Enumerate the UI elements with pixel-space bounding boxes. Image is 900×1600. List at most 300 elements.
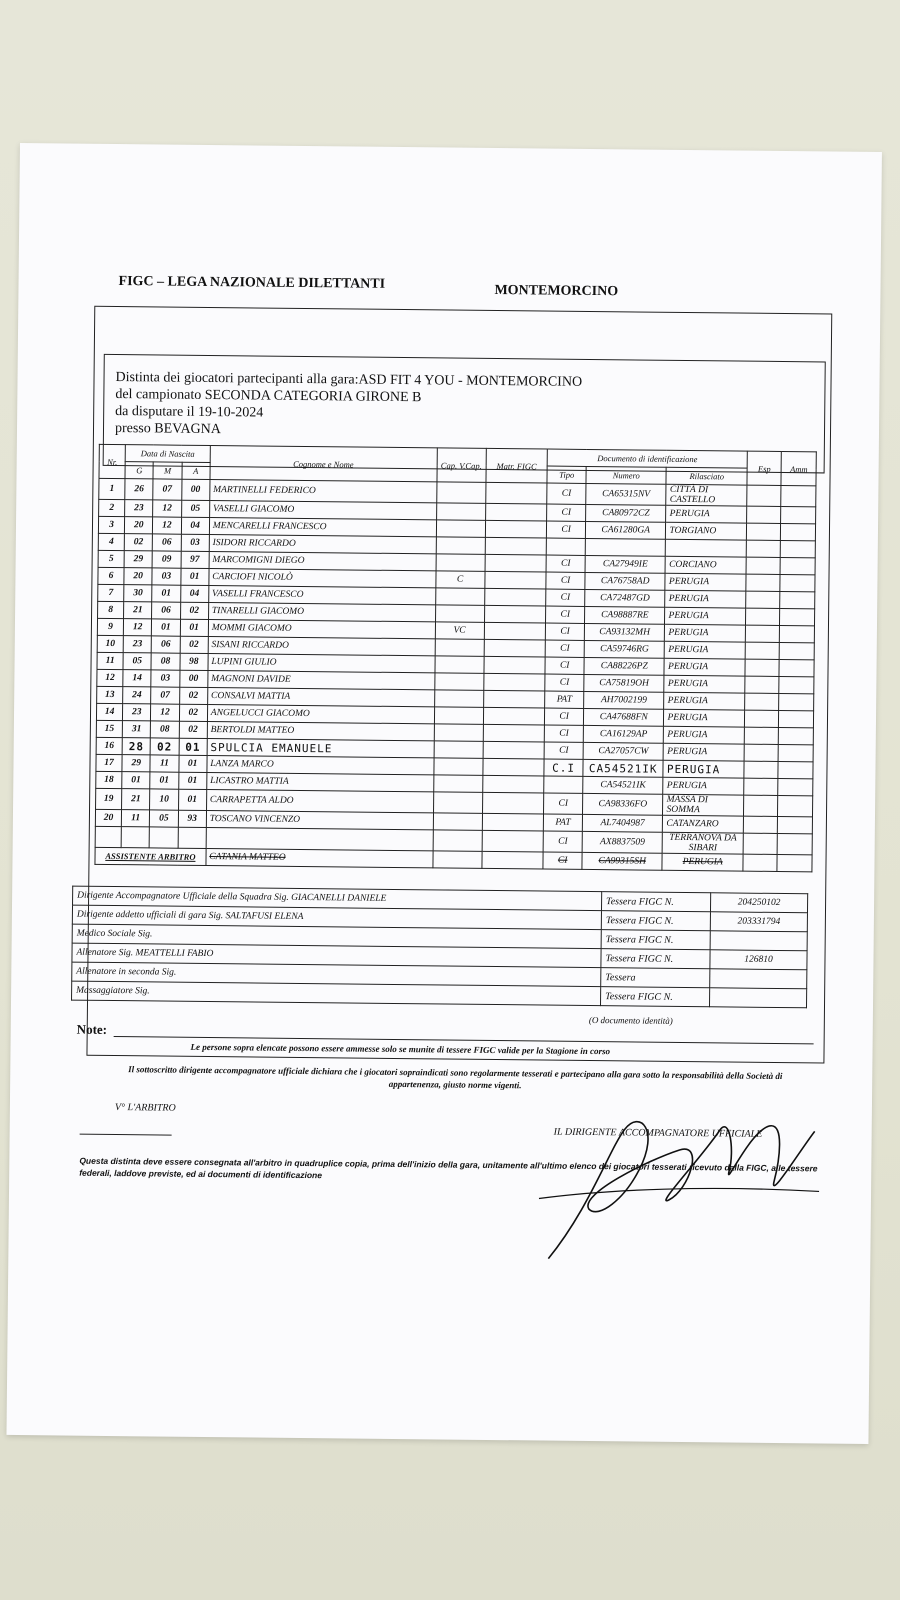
captain-mark xyxy=(434,690,483,708)
doc-number: CA61280GA xyxy=(585,521,666,539)
esp-cell xyxy=(744,778,779,795)
esp-cell xyxy=(745,642,780,659)
player-name: MAGNONI DAVIDE xyxy=(208,670,435,689)
matr-cell xyxy=(483,741,545,759)
match-venue: presso BEVAGNA xyxy=(114,421,222,438)
staff-card-number xyxy=(710,969,807,989)
player-nr: 7 xyxy=(98,584,124,601)
doc-type: CI xyxy=(547,504,586,521)
player-name: CONSALVI MATTIA xyxy=(207,687,434,706)
captain-mark xyxy=(436,554,485,572)
birth-month: 03 xyxy=(151,670,179,687)
doc-number: CA59746RG xyxy=(584,640,665,658)
amm-cell xyxy=(778,795,813,816)
staff-card-number: 204250102 xyxy=(710,893,807,913)
birth-day: 11 xyxy=(121,810,149,827)
doc-number: AH7002199 xyxy=(584,691,665,709)
amm-cell xyxy=(779,676,814,693)
birth-month: 05 xyxy=(150,810,178,827)
doc-issuer: TORGIANO xyxy=(666,522,747,540)
birth-day: 30 xyxy=(124,585,152,602)
esp-cell xyxy=(746,523,781,540)
doc-number: CA54521IK xyxy=(583,776,664,794)
birth-day: 23 xyxy=(125,500,153,517)
doc-type: CI xyxy=(543,852,582,869)
doc-type: CI xyxy=(545,657,584,674)
empty xyxy=(178,827,206,848)
birth-day: 14 xyxy=(123,670,151,687)
player-name: TINARELLI GIACOMO xyxy=(208,602,435,621)
player-name: ISIDORI RICCARDO xyxy=(209,535,436,554)
birth-year: 01 xyxy=(179,738,207,755)
esp-cell xyxy=(746,557,781,574)
player-name: MENCARELLI FRANCESCO xyxy=(209,518,436,537)
birth-year: 97 xyxy=(181,551,209,568)
amm-cell xyxy=(779,659,814,676)
declaration: Il sottoscritto dirigente accompagnatore ufficiale dichiara che i giocatori sopraindicati sono regolarmente tesserati e partecipano alla gara sotto la responsabilità della Società di appartenenza, giusto norme vigenti. xyxy=(128,1064,783,1091)
doc-number: CA27949IE xyxy=(585,555,666,573)
col-rilasciato: Rilasciato xyxy=(666,467,747,485)
captain-mark xyxy=(434,707,483,725)
referee-signature-line xyxy=(80,1134,172,1136)
player-nr: 6 xyxy=(98,567,124,584)
col-amm: Amm xyxy=(781,451,816,485)
col-a: A xyxy=(182,462,210,479)
manager-label: IL DIRIGENTE ACCOMPAGNATORE UFFICIALE xyxy=(553,1126,763,1140)
staff-body xyxy=(72,886,808,1008)
esp-cell xyxy=(743,816,778,833)
birth-month: 06 xyxy=(152,636,180,653)
player-nr: 17 xyxy=(96,754,122,771)
amm-cell xyxy=(779,744,814,761)
birth-year: 01 xyxy=(180,568,208,585)
birth-day: 21 xyxy=(122,789,150,810)
doc-number: CA88226PZ xyxy=(584,657,665,675)
doc-type: CI xyxy=(545,708,584,725)
note-label: Note: xyxy=(76,1021,108,1037)
empty xyxy=(149,827,177,848)
esp-cell xyxy=(745,659,780,676)
birth-month: 06 xyxy=(153,534,181,551)
matr-cell xyxy=(484,639,546,657)
doc-number: CA27057CW xyxy=(583,742,664,760)
birth-day: 24 xyxy=(123,687,151,704)
birth-year: 04 xyxy=(181,517,209,534)
matr-cell xyxy=(485,571,547,589)
captain-mark xyxy=(435,639,484,657)
player-nr: 11 xyxy=(97,652,123,669)
birth-day: 21 xyxy=(124,602,152,619)
col-matr: Matr. FIGC xyxy=(486,448,548,483)
player-name: CARRAPETTA ALDO xyxy=(206,789,433,812)
staff-role: Allenatore in seconda Sig. xyxy=(72,962,601,987)
col-doc: Documento di identificazione xyxy=(547,449,747,468)
doc-issuer: PERUGIA xyxy=(662,853,743,871)
player-name: SPULCIA EMANUELE xyxy=(207,738,434,757)
esp-cell xyxy=(745,693,780,710)
empty xyxy=(433,830,482,852)
doc-type: CI xyxy=(546,589,585,606)
match-info xyxy=(115,369,582,442)
doc-type: CI xyxy=(545,640,584,657)
player-name: VASELLI FRANCESCO xyxy=(208,585,435,604)
col-name: Cognome e Nome xyxy=(210,446,437,482)
player-nr: 16 xyxy=(96,737,122,754)
doc-number: CA65315NV xyxy=(586,483,667,505)
staff-table xyxy=(71,886,808,1009)
birth-day: 23 xyxy=(123,636,151,653)
birth-year: 03 xyxy=(181,534,209,551)
captain-mark xyxy=(435,605,484,623)
staff-role: Allenatore Sig. MEATTELLI FABIO xyxy=(72,943,601,968)
doc-issuer: PERUGIA xyxy=(665,590,746,608)
player-nr: 19 xyxy=(96,788,122,809)
doc-issuer: PERUGIA xyxy=(665,573,746,591)
doc-number: CA99315SH xyxy=(582,852,663,870)
birth-day: 02 xyxy=(124,534,152,551)
empty xyxy=(121,827,149,848)
doc-number: CA47688FN xyxy=(583,708,664,726)
birth-month: 06 xyxy=(152,602,180,619)
doc-issuer: PERUGIA xyxy=(665,624,746,642)
esp-cell xyxy=(745,676,780,693)
doc-issuer: TERRANOVA DA SIBARI xyxy=(663,832,744,854)
doc-number: CA80972CZ xyxy=(586,504,667,522)
doc-issuer: PERUGIA xyxy=(664,658,745,676)
amm-cell xyxy=(780,574,815,591)
doc-issuer: PERUGIA xyxy=(664,726,745,744)
captain-mark xyxy=(436,537,485,555)
staff-card-label: Tessera FIGC N. xyxy=(601,911,710,931)
captain-mark xyxy=(434,673,483,691)
birth-day: 29 xyxy=(122,755,150,772)
team-header: MONTEMORCINO xyxy=(494,282,619,300)
col-m: M xyxy=(153,462,181,479)
staff-card-number: 126810 xyxy=(710,950,807,970)
birth-month: 01 xyxy=(150,772,178,789)
col-birth: Data di Nascita xyxy=(125,445,210,463)
doc-issuer: PERUGIA xyxy=(664,692,745,710)
player-nr: 8 xyxy=(98,601,124,618)
player-name: LANZA MARCO xyxy=(207,755,434,774)
birth-day: 28 xyxy=(122,738,150,755)
doc-issuer: PERUGIA xyxy=(666,505,747,523)
matr-cell xyxy=(483,758,545,776)
birth-year: 02 xyxy=(180,636,208,653)
amm-cell xyxy=(781,540,816,557)
doc-type: CI xyxy=(546,572,585,589)
birth-month: 12 xyxy=(153,500,181,517)
birth-month: 12 xyxy=(153,517,181,534)
doc-issuer: CORCIANO xyxy=(666,556,747,574)
amm-cell xyxy=(780,608,815,625)
esp-cell xyxy=(743,795,778,816)
player-nr: 10 xyxy=(97,635,123,652)
col-tipo: Tipo xyxy=(547,466,586,483)
birth-day: 23 xyxy=(123,704,151,721)
doc-number: AX8837509 xyxy=(582,831,663,853)
birth-month: 07 xyxy=(153,479,181,500)
amm-cell xyxy=(780,557,815,574)
amm-cell xyxy=(778,778,813,795)
birth-day: 05 xyxy=(123,653,151,670)
birth-month: 10 xyxy=(150,789,178,810)
birth-year: 00 xyxy=(179,670,207,687)
doc-issuer: PERUGIA xyxy=(664,709,745,727)
esp-cell xyxy=(744,727,779,744)
captain-mark xyxy=(436,503,485,521)
doc-number: CA76758AD xyxy=(585,572,666,590)
birth-month: 08 xyxy=(151,653,179,670)
matr-cell xyxy=(485,554,547,572)
esp-cell xyxy=(746,574,781,591)
birth-year: 98 xyxy=(180,653,208,670)
assistant-label: ASSISTENTE ARBITRO xyxy=(95,847,206,865)
signature-icon xyxy=(528,1088,830,1271)
doc-issuer: CITTÀ DI CASTELLO xyxy=(666,484,747,506)
staff-role: Medico Sociale Sig. xyxy=(72,924,601,949)
player-nr: 12 xyxy=(97,669,123,686)
amm-cell xyxy=(778,761,813,778)
player-nr: 2 xyxy=(99,499,125,516)
match-title: Distinta dei giocatori partecipanti alla gara:ASD FIT 4 YOU - MONTEMORCINO xyxy=(115,370,583,390)
doc-note: (O documento identità) xyxy=(588,1015,673,1026)
birth-year: 01 xyxy=(178,772,206,789)
doc-type xyxy=(544,776,583,793)
player-name: ANGELUCCI GIACOMO xyxy=(207,704,434,723)
player-name: SISANI RICCARDO xyxy=(208,636,435,655)
esp-cell xyxy=(744,710,779,727)
matr-cell xyxy=(483,690,545,708)
birth-month: 07 xyxy=(151,687,179,704)
doc-type: CI xyxy=(547,521,586,538)
esp-cell xyxy=(744,744,779,761)
matr-cell xyxy=(484,656,546,674)
matr-cell xyxy=(482,792,544,814)
doc-number: CA75819OH xyxy=(584,674,665,692)
player-nr: 15 xyxy=(96,720,122,737)
matr-cell xyxy=(483,724,545,742)
birth-day: 26 xyxy=(125,479,153,500)
staff-role: Dirigente Accompagnatore Ufficiale della Squadra Sig. GIACANELLI DANIELE xyxy=(73,886,602,911)
player-name: LICASTRO MATTIA xyxy=(207,772,434,791)
player-nr: 9 xyxy=(97,618,123,635)
doc-issuer: PERUGIA xyxy=(663,777,744,795)
player-nr: 1 xyxy=(99,478,125,499)
doc-type xyxy=(547,538,586,555)
doc-type: CI xyxy=(544,742,583,759)
matr-cell xyxy=(484,622,546,640)
esp-cell xyxy=(745,625,780,642)
doc-issuer: PERUGIA xyxy=(665,641,746,659)
player-nr: 13 xyxy=(97,686,123,703)
staff-card-label: Tessera FIGC N. xyxy=(601,892,710,912)
doc-type: CI xyxy=(545,674,584,691)
doc-type: CI xyxy=(543,831,582,852)
staff-card-label: Tessera FIGC N. xyxy=(601,930,710,950)
col-cap: Cap. V.Cap. xyxy=(437,448,486,483)
birth-month: 12 xyxy=(151,704,179,721)
birth-month: 03 xyxy=(152,568,180,585)
doc-type: CI xyxy=(547,483,586,504)
col-numero: Numero xyxy=(586,466,667,484)
amm-cell xyxy=(779,710,814,727)
esp-cell xyxy=(747,485,782,506)
birth-year: 02 xyxy=(179,704,207,721)
empty xyxy=(482,830,544,852)
birth-day: 29 xyxy=(124,551,152,568)
empty xyxy=(743,833,778,854)
matr-cell xyxy=(482,775,544,793)
amm-cell xyxy=(779,727,814,744)
birth-month: 02 xyxy=(150,738,178,755)
staff-role: Massaggiatore Sig. xyxy=(72,981,601,1006)
birth-year: 00 xyxy=(181,479,209,500)
player-name: LUPINI GIULIO xyxy=(208,653,435,672)
empty xyxy=(778,833,813,854)
captain-mark: C xyxy=(435,571,484,589)
doc-type: CI xyxy=(546,606,585,623)
doc-type: C.I xyxy=(544,759,583,776)
doc-type: CI xyxy=(544,793,583,814)
staff-card-label: Tessera FIGC N. xyxy=(601,949,710,969)
doc-type: PAT xyxy=(545,691,584,708)
matr-cell xyxy=(484,605,546,623)
matr-cell xyxy=(483,673,545,691)
matr-cell xyxy=(484,588,546,606)
col-esp: Esp xyxy=(747,451,782,485)
captain-mark xyxy=(436,520,485,538)
doc-number: CA72487GD xyxy=(585,589,666,607)
esp-cell xyxy=(747,506,782,523)
player-name: BERTOLDI MATTEO xyxy=(207,721,434,740)
captain-mark: VC xyxy=(435,622,484,640)
doc-issuer: PERUGIA xyxy=(664,743,745,761)
birth-year: 05 xyxy=(181,500,209,517)
doc-issuer: PERUGIA xyxy=(665,607,746,625)
captain-mark xyxy=(433,813,482,831)
matr-cell xyxy=(485,503,547,521)
empty xyxy=(743,854,778,871)
doc-issuer: MASSA DI SOMMA xyxy=(663,794,744,816)
captain-mark xyxy=(436,482,485,504)
staff-role: Dirigente addetto ufficiali di gara Sig. SALTAFUSI ELENA xyxy=(72,905,601,930)
staff-card-label: Tessera xyxy=(601,968,710,988)
captain-mark xyxy=(433,792,482,814)
empty xyxy=(206,827,433,850)
doc-number: CA98887RE xyxy=(585,606,666,624)
assistant-name: CATANIA MATTEO xyxy=(206,848,433,867)
birth-year: 01 xyxy=(178,789,206,810)
doc-number: CA93132MH xyxy=(584,623,665,641)
birth-month: 11 xyxy=(150,755,178,772)
amm-cell xyxy=(780,642,815,659)
birth-year: 01 xyxy=(178,755,206,772)
validity-notice: Le persone sopra elencate possono essere ammesse solo se munite di tessere FIGC valide per la Stagione in corso xyxy=(190,1041,611,1057)
amm-cell xyxy=(781,506,816,523)
birth-year: 02 xyxy=(179,687,207,704)
amm-cell xyxy=(781,523,816,540)
birth-month: 01 xyxy=(152,619,180,636)
birth-year: 93 xyxy=(178,810,206,827)
birth-day: 31 xyxy=(122,721,150,738)
doc-number xyxy=(585,538,666,556)
doc-issuer: CATANZARO xyxy=(663,815,744,833)
referee-label: V° L'ARBITRO xyxy=(114,1102,176,1114)
birth-day: 20 xyxy=(124,568,152,585)
doc-type: CI xyxy=(545,725,584,742)
championship: del campionato SECONDA CATEGORIA GIRONE B xyxy=(115,387,422,406)
esp-cell xyxy=(744,761,779,778)
captain-mark xyxy=(434,724,483,742)
col-g: G xyxy=(125,462,153,479)
birth-month: 09 xyxy=(152,551,180,568)
birth-year: 02 xyxy=(179,721,207,738)
col-nr: Nr. xyxy=(99,444,125,478)
matr-cell xyxy=(485,520,547,538)
birth-year: 02 xyxy=(180,602,208,619)
staff-card-number: 203331794 xyxy=(710,912,807,932)
esp-cell xyxy=(746,540,781,557)
doc-issuer: PERUGIA xyxy=(663,760,744,778)
player-name: VASELLI GIACOMO xyxy=(209,501,436,520)
staff-card-number xyxy=(710,931,807,951)
player-name: MARTINELLI FEDERICO xyxy=(210,480,437,503)
birth-year: 01 xyxy=(180,619,208,636)
doc-issuer xyxy=(666,539,747,557)
birth-day: 12 xyxy=(123,619,151,636)
esp-cell xyxy=(745,608,780,625)
match-date: da disputare il 19-10-2024 xyxy=(115,404,264,421)
birth-year: 04 xyxy=(180,585,208,602)
doc-type: CI xyxy=(546,555,585,572)
doc-number: CA16129AP xyxy=(583,725,664,743)
doc-type: PAT xyxy=(544,814,583,831)
birth-day: 20 xyxy=(125,517,153,534)
captain-mark xyxy=(434,741,483,759)
player-nr: 4 xyxy=(98,533,124,550)
birth-month: 08 xyxy=(151,721,179,738)
amm-cell xyxy=(780,625,815,642)
matr-cell xyxy=(485,482,547,504)
doc-issuer: PERUGIA xyxy=(664,675,745,693)
staff-card-number xyxy=(709,988,806,1008)
captain-mark xyxy=(435,656,484,674)
matr-cell xyxy=(482,813,544,831)
captain-mark xyxy=(433,775,482,793)
player-nr: 14 xyxy=(96,703,122,720)
staff-card-label: Tessera FIGC N. xyxy=(600,987,709,1007)
league-header: FIGC – LEGA NAZIONALE DILETTANTI xyxy=(118,274,386,292)
doc-number: CA54521IK xyxy=(583,759,664,777)
player-nr: 20 xyxy=(95,809,121,826)
matr-cell xyxy=(485,537,547,555)
amm-cell xyxy=(778,816,813,833)
empty xyxy=(95,826,121,847)
player-name: MARCOMIGNI DIEGO xyxy=(209,552,436,571)
empty xyxy=(433,851,482,869)
player-nr: 3 xyxy=(98,516,124,533)
captain-mark xyxy=(435,588,484,606)
esp-cell xyxy=(746,591,781,608)
player-name: TOSCANO VINCENZO xyxy=(206,810,433,829)
amm-cell xyxy=(779,693,814,710)
empty xyxy=(482,851,544,869)
players-body xyxy=(95,478,816,871)
player-name: MOMMI GIACOMO xyxy=(208,619,435,638)
doc-type: CI xyxy=(546,623,585,640)
captain-mark xyxy=(433,758,482,776)
